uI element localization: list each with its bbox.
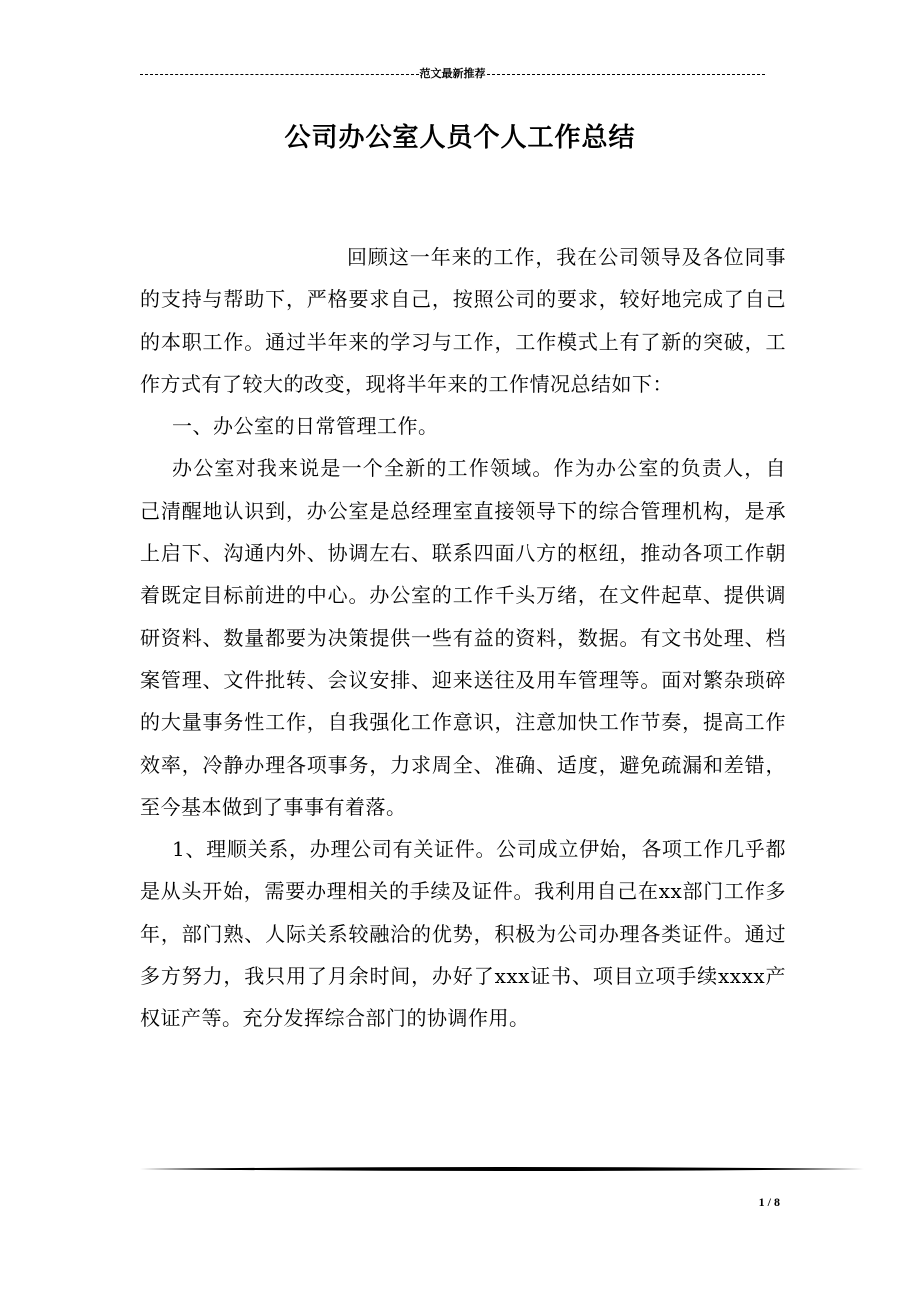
paragraph-office-role: 办公室对我来说是一个全新的工作领域。作为办公室的负责人，自己清醒地认识到，办公室是总经理室直接领导下的综合管理机构，是承上启下、沟通内外、协调左右、联系四面八方的枢纽，推动各项工作朝着既定目标前进的中心。办公室的工作千头万绪，在文件起草、提供调研资料、数量都要为决策提供一些有益的资料，数据。有文书处理、档案管理、文件批转、会议安排、迎来送往及用车管理等。面对繁杂琐碎的大量事务性工作，自我强化工作意识，注意加快工作节奏，提高工作效率，冷静办理各项事务，力求周全、准确、适度，避免疏漏和差错，至今基本做到了事事有着落。	[140, 456, 786, 819]
paragraph-intro: 回顾这一年来的工作，我在公司领导及各位同事的支持与帮助下，严格要求自己，按照公司的要求，较好地完成了自己的本职工作。通过半年来的学习与工作，工作模式上有了新的突破，工作方式有了较大的改变，现将半年来的工作情况总结如下：	[140, 245, 786, 396]
header-dash-left	[140, 74, 419, 75]
page-number: 1 / 8	[758, 1195, 780, 1209]
footer-rule	[140, 1166, 864, 1172]
document-title: 公司办公室人员个人工作总结	[284, 123, 636, 153]
page-header	[140, 66, 765, 82]
section-heading: 一、办公室的日常管理工作。	[172, 414, 439, 439]
header-label: 范文最新推荐	[419, 67, 486, 80]
header-dash-right	[487, 74, 766, 75]
paragraph-certificates: 1、理顺关系，办理公司有关证件。公司成立伊始，各项工作几乎都是从头开始，需要办理相关的手续及证件。我利用自己在xx部门工作多年，部门熟、人际关系较融洽的优势，积极为公司办理各类证件。通过多方努力，我只用了月余时间，办好了xxx证书、项目立项手续xxxx产权证产等。充分发挥综合部门的协调作用。	[140, 837, 786, 1031]
document-body	[140, 236, 786, 1040]
